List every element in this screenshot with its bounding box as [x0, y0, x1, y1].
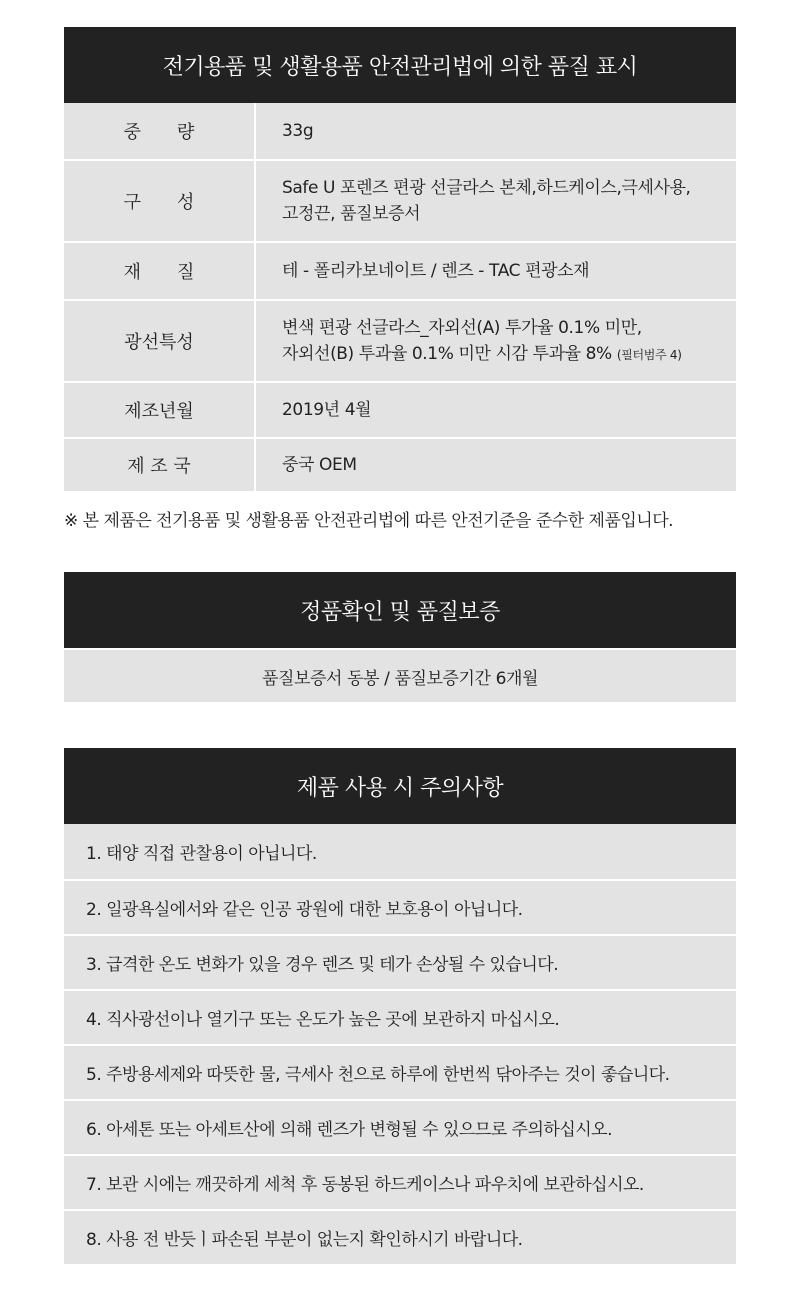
spec-row-composition	[64, 159, 736, 241]
spec-value-line: 테 - 폴리카보네이트 / 렌즈 - TAC 편광소재	[282, 261, 590, 281]
caution-item: 3. 급격한 온도 변화가 있을 경우 렌즈 및 테가 손상될 수 있습니다.	[64, 934, 736, 989]
spec-value	[256, 118, 313, 144]
spec-value-line: 자외선(B) 투과율 0.1% 미만 시감 투과율 8%	[282, 343, 617, 364]
spec-value-line: Safe U 포렌즈 편광 선글라스 본체,하드케이스,극세사용,	[282, 178, 691, 198]
spec-label: 재 질	[64, 243, 256, 299]
caution-item: 5. 주방용세제와 따뜻한 물, 극세사 천으로 하루에 한번씩 닦아주는 것이 좋습니다.	[64, 1044, 736, 1099]
filter-category-note: (필터범주 4)	[616, 347, 682, 362]
spec-value-line: 고정끈, 품질보증서	[282, 204, 421, 224]
spec-row-country	[64, 437, 736, 491]
warranty-text: 품질보증서 동봉 / 품질보증기간 6개월	[64, 648, 736, 702]
warranty-title: 정품확인 및 품질보증	[64, 572, 736, 648]
spec-value	[256, 175, 691, 227]
spec-value	[256, 397, 371, 423]
spec-row-weight	[64, 103, 736, 159]
spec-value-line: 변색 편광 선글라스_자외선(A) 투가율 0.1% 미만,	[282, 317, 642, 338]
caution-section	[64, 748, 736, 1264]
spec-value-line: 2019년 4월	[282, 400, 372, 420]
quality-label-section	[64, 27, 736, 491]
caution-item: 6. 아세톤 또는 아세트산에 의해 렌즈가 변형될 수 있으므로 주의하십시오.	[64, 1099, 736, 1154]
quality-label-title: 전기용품 및 생활용품 안전관리법에 의한 품질 표시	[64, 27, 736, 103]
spec-row-material	[64, 241, 736, 299]
spec-value-line: 중국 OEM	[282, 455, 357, 475]
spec-value	[256, 258, 589, 284]
spec-label: 구 성	[64, 161, 256, 241]
spec-label: 중 량	[64, 103, 256, 159]
caution-item: 8. 사용 전 반듯ㅣ파손된 부분이 없는지 확인하시기 바랍니다.	[64, 1209, 736, 1264]
spec-label: 광선특성	[64, 301, 256, 381]
spec-row-light-property	[64, 299, 736, 381]
caution-item: 2. 일광욕실에서와 같은 인공 광원에 대한 보호용이 아닙니다.	[64, 879, 736, 934]
spec-label: 제 조 국	[64, 439, 256, 491]
spec-value-line: 33g	[282, 121, 314, 141]
spec-label: 제조년월	[64, 383, 256, 437]
spec-value	[256, 315, 682, 368]
caution-title: 제품 사용 시 주의사항	[64, 748, 736, 824]
spec-row-manufacture-date	[64, 381, 736, 437]
caution-item: 4. 직사광선이나 열기구 또는 온도가 높은 곳에 보관하지 마십시오.	[64, 989, 736, 1044]
safety-notice: ※ 본 제품은 전기용품 및 생활용품 안전관리법에 따른 안전기준을 준수한 제품입니다.	[64, 511, 674, 531]
spec-value	[256, 452, 357, 478]
warranty-section	[64, 572, 736, 702]
caution-item: 7. 보관 시에는 깨끗하게 세척 후 동봉된 하드케이스나 파우치에 보관하십시오.	[64, 1154, 736, 1209]
caution-item: 1. 태양 직접 관찰용이 아닙니다.	[64, 824, 736, 879]
